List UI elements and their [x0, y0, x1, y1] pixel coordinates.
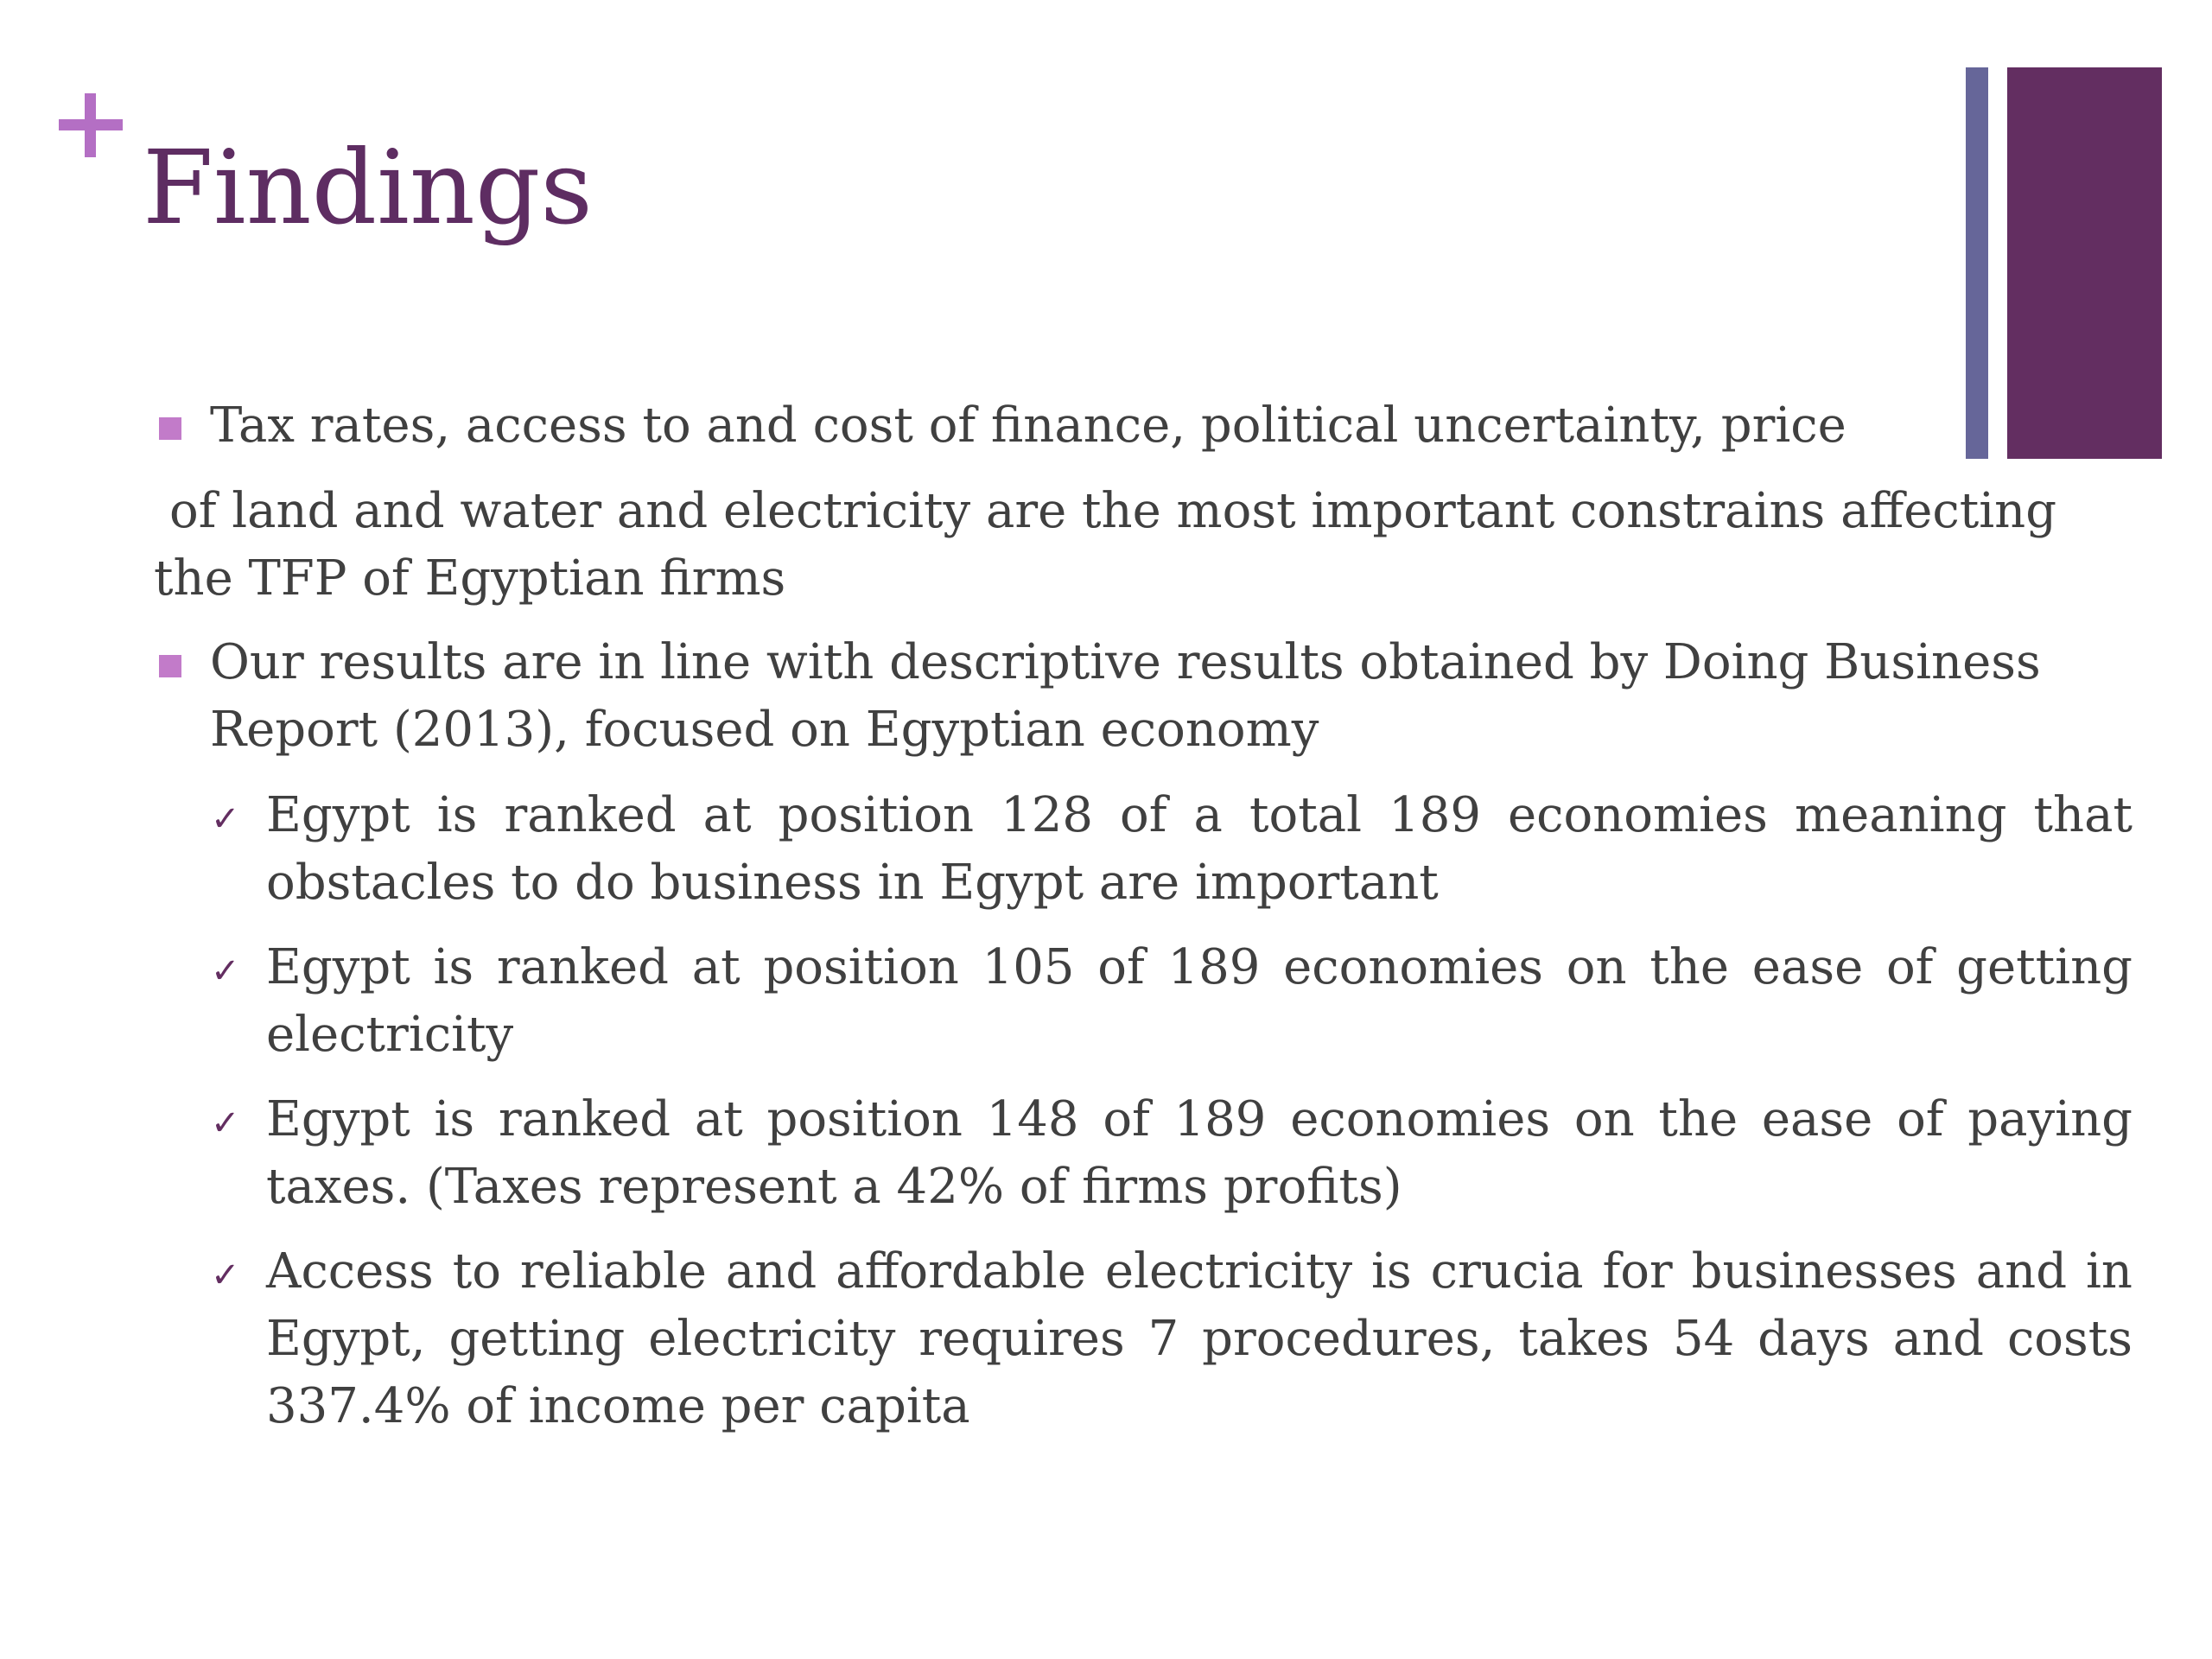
subitem-3-text: Egypt is ranked at position 148 of 189 economies on the ease of paying taxes. (Taxes represent a 42% of firms profits) [266, 1091, 2133, 1215]
decorative-bar-thin [1966, 67, 1988, 459]
subitem-2-text: Egypt is ranked at position 105 of 189 economies on the ease of getting electricity [266, 939, 2133, 1063]
subitem-1-text: Egypt is ranked at position 128 of a total 189 economies meaning that obstacles to do business in Egypt are important [266, 787, 2133, 911]
slide-title: Findings [143, 128, 593, 247]
square-bullet-icon [159, 655, 181, 677]
bullet-1-continuation [154, 478, 2133, 613]
checkmark-icon: ✓ [211, 799, 240, 839]
bullet-2-text: Our results are in line with descriptive results obtained by Doing Business Report (2013), focused on Egyptian economy [210, 634, 2041, 758]
subitem-4-text: Access to reliable and affordable electricity is crucia for businesses and in Egypt, getting electricity requires 7 procedures, takes 54 days and costs 337.4% of income per capita [266, 1243, 2133, 1434]
bullet-1-line-1: Tax rates, access to and cost of finance, political uncertainty, price [210, 397, 1847, 454]
plus-icon-vertical [85, 93, 96, 157]
plus-icon [59, 93, 123, 157]
bullet-1-line-2: of land and water and electricity are the most important constrains affecting [169, 483, 2057, 539]
decorative-bar-wide [2007, 67, 2162, 459]
checkmark-icon: ✓ [211, 951, 240, 991]
checkmark-icon: ✓ [211, 1255, 240, 1295]
checkmark-icon: ✓ [211, 1103, 240, 1143]
square-bullet-icon [159, 417, 181, 440]
bullet-1-line-3: the TFP of Egyptian firms [154, 550, 786, 607]
